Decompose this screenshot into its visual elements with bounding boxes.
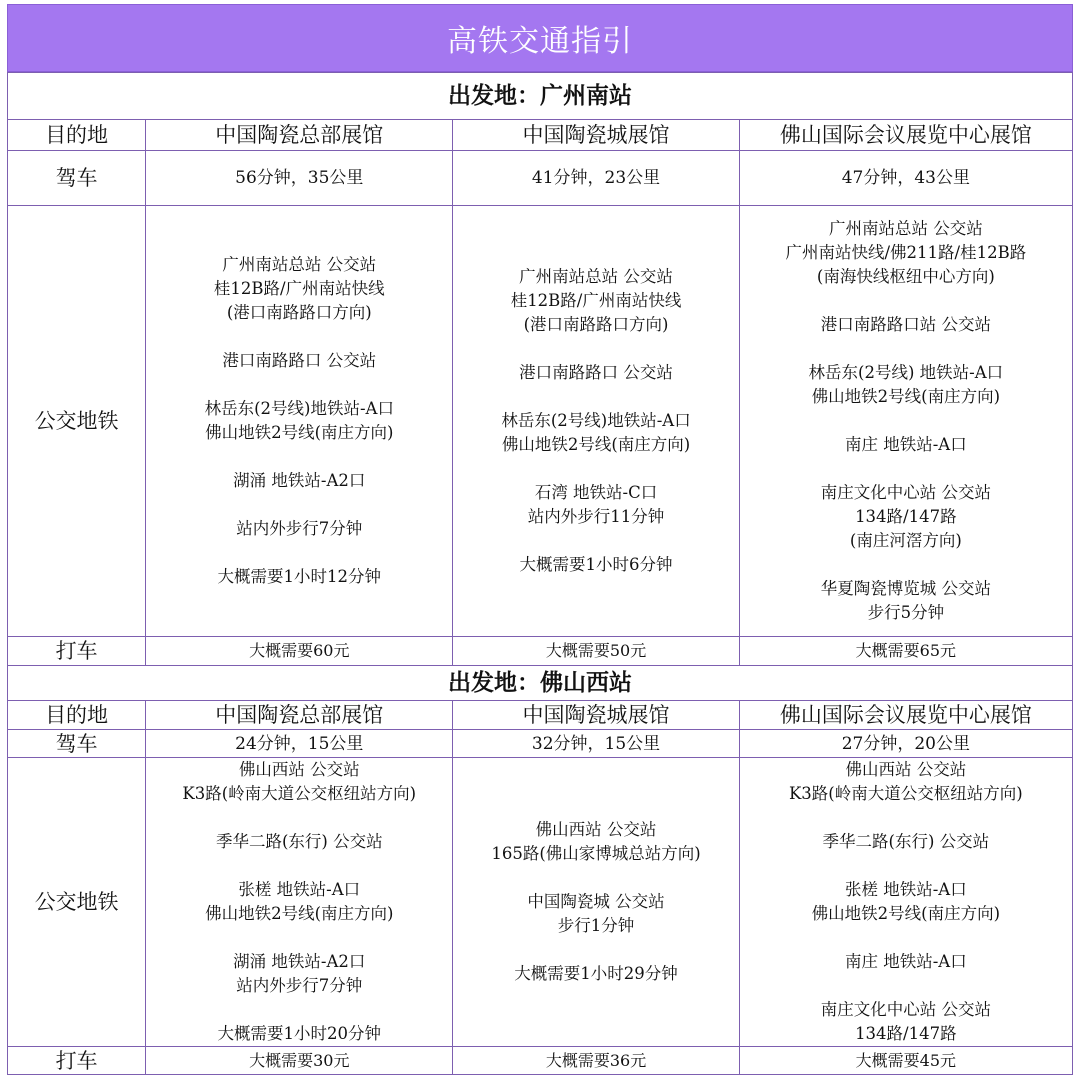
- transit-step: (南庄河滘方向): [849, 531, 962, 550]
- transit-step: 林岳东(2号线)地铁站-A口: [204, 399, 394, 418]
- step-gap: [453, 385, 738, 409]
- origin-row: [8, 666, 1073, 701]
- transit-step: 林岳东(2号线)地铁站-A口: [501, 411, 691, 430]
- transit-step: 湖涌 地铁站-A2口: [233, 952, 366, 971]
- header-venue-1: 中国陶瓷总部展馆: [146, 701, 453, 730]
- taxi-row: [8, 637, 1073, 666]
- transit-step: K3路(岭南大道公交枢纽站方向): [788, 784, 1023, 803]
- transit-cell: [146, 206, 453, 637]
- transit-step: 站内外步行11分钟: [527, 507, 665, 526]
- transit-step: 佛山地铁2号线(南庄方向): [811, 904, 1001, 923]
- transit-step: 步行1分钟: [557, 916, 635, 935]
- step-gap: [146, 373, 452, 397]
- transit-label: 公交地铁: [8, 758, 146, 1047]
- step-gap: [453, 866, 738, 890]
- transit-step: 季华二路(东行) 公交站: [822, 832, 990, 851]
- transit-guide: [7, 4, 1073, 1075]
- transit-step: 佛山西站 公交站: [238, 760, 360, 779]
- header-venue-3: 佛山国际会议展览中心展馆: [739, 120, 1072, 151]
- transit-step: 桂12B路/广州南站快线: [510, 291, 682, 310]
- header-venue-3: 佛山国际会议展览中心展馆: [739, 701, 1072, 730]
- transit-step: 广州南站快线/佛211路/桂12B路: [785, 243, 1027, 262]
- transit-step: 大概需要1小时12分钟: [217, 567, 382, 586]
- taxi-label: 打车: [8, 1047, 146, 1075]
- step-gap: [740, 337, 1072, 361]
- transit-cell: [146, 758, 453, 1047]
- transit-step: (南海快线枢纽中心方向): [816, 267, 995, 286]
- step-gap: [453, 938, 738, 962]
- transit-step: 134路/147路: [855, 507, 957, 526]
- transit-step: 林岳东(2号线) 地铁站-A口: [808, 363, 1004, 382]
- transit-step: 桂12B路/广州南站快线: [213, 279, 385, 298]
- transit-step: 南庄文化中心站 公交站: [820, 1000, 991, 1019]
- taxi-cell: 大概需要36元: [453, 1047, 739, 1075]
- step-gap: [740, 409, 1072, 433]
- taxi-cell: 大概需要50元: [453, 637, 739, 666]
- step-gap: [740, 553, 1072, 577]
- transit-step: 大概需要1小时29分钟: [514, 964, 678, 983]
- header-row: [8, 120, 1073, 151]
- header-venue-2: 中国陶瓷城展馆: [453, 120, 739, 151]
- transit-row: [8, 206, 1073, 637]
- guide-table: [7, 72, 1073, 1075]
- transit-step: 张槎 地铁站-A口: [238, 880, 361, 899]
- taxi-cell: 大概需要60元: [146, 637, 453, 666]
- transit-step: 广州南站总站 公交站: [222, 255, 377, 274]
- transit-step: 站内外步行7分钟: [236, 976, 363, 995]
- transit-row: [8, 758, 1073, 1047]
- step-gap: [146, 541, 452, 565]
- step-gap: [146, 325, 452, 349]
- drive-row: [8, 730, 1073, 758]
- step-gap: [740, 457, 1072, 481]
- taxi-cell: 大概需要30元: [146, 1047, 453, 1075]
- origin-label: 出发地：佛山西站: [8, 666, 1073, 701]
- step-gap: [453, 457, 738, 481]
- transit-step: 站内外步行7分钟: [236, 519, 363, 538]
- step-gap: [740, 854, 1072, 878]
- transit-cell: [453, 758, 739, 1047]
- drive-cell: 56分钟，35公里: [146, 151, 453, 206]
- transit-step: (港口南路路口方向): [523, 315, 669, 334]
- transit-label: 公交地铁: [8, 206, 146, 637]
- step-gap: [740, 926, 1072, 950]
- step-gap: [453, 337, 738, 361]
- step-gap: [740, 289, 1072, 313]
- transit-step: 港口南路路口 公交站: [222, 351, 377, 370]
- transit-step: (港口南路路口方向): [226, 303, 372, 322]
- transit-cell: [739, 758, 1072, 1047]
- transit-step: 张槎 地铁站-A口: [844, 880, 967, 899]
- drive-cell: 47分钟，43公里: [739, 151, 1072, 206]
- taxi-cell: 大概需要45元: [739, 1047, 1072, 1075]
- drive-cell: 41分钟，23公里: [453, 151, 739, 206]
- transit-step: 大概需要1小时20分钟: [217, 1024, 382, 1043]
- taxi-label: 打车: [8, 637, 146, 666]
- transit-step: 石湾 地铁站-C口: [534, 483, 658, 502]
- transit-step: 广州南站总站 公交站: [519, 267, 673, 286]
- step-gap: [146, 445, 452, 469]
- transit-cell: [739, 206, 1072, 637]
- transit-step: 步行5分钟: [867, 603, 945, 622]
- step-gap: [146, 998, 452, 1022]
- drive-label: 驾车: [8, 151, 146, 206]
- transit-step: 季华二路(东行) 公交站: [215, 832, 383, 851]
- drive-cell: 27分钟，20公里: [739, 730, 1072, 758]
- header-venue-1: 中国陶瓷总部展馆: [146, 120, 453, 151]
- transit-step: 中国陶瓷城 公交站: [527, 892, 665, 911]
- step-gap: [146, 854, 452, 878]
- transit-step: 佛山地铁2号线(南庄方向): [205, 423, 394, 442]
- step-gap: [453, 529, 738, 553]
- transit-step: 华夏陶瓷博览城 公交站: [820, 579, 991, 598]
- transit-step: 佛山地铁2号线(南庄方向): [205, 904, 394, 923]
- transit-step: 佛山地铁2号线(南庄方向): [501, 435, 691, 454]
- transit-step: 港口南路路口 公交站: [519, 363, 673, 382]
- transit-step: 165路(佛山家博城总站方向): [491, 844, 701, 863]
- transit-step: 佛山地铁2号线(南庄方向): [811, 387, 1001, 406]
- drive-row: [8, 151, 1073, 206]
- header-destination: 目的地: [8, 701, 146, 730]
- step-gap: [146, 493, 452, 517]
- transit-step: 大概需要1小时6分钟: [519, 555, 673, 574]
- step-gap: [740, 806, 1072, 830]
- transit-step: 南庄 地铁站-A口: [844, 952, 967, 971]
- drive-cell: 32分钟，15公里: [453, 730, 739, 758]
- transit-step: 佛山西站 公交站: [535, 820, 657, 839]
- transit-step: K3路(岭南大道公交枢纽站方向): [182, 784, 417, 803]
- drive-cell: 24分钟，15公里: [146, 730, 453, 758]
- transit-step: 湖涌 地铁站-A2口: [233, 471, 366, 490]
- transit-step: 南庄文化中心站 公交站: [820, 483, 991, 502]
- origin-row: [8, 73, 1073, 120]
- page-title: 高铁交通指引: [7, 4, 1073, 72]
- transit-step: 佛山西站 公交站: [845, 760, 967, 779]
- transit-step: 134路/147路: [855, 1024, 957, 1043]
- origin-label: 出发地：广州南站: [8, 73, 1073, 120]
- step-gap: [740, 974, 1072, 998]
- header-row: [8, 701, 1073, 730]
- taxi-cell: 大概需要65元: [739, 637, 1072, 666]
- drive-label: 驾车: [8, 730, 146, 758]
- step-gap: [146, 926, 452, 950]
- transit-cell: [453, 206, 739, 637]
- header-venue-2: 中国陶瓷城展馆: [453, 701, 739, 730]
- transit-step: 港口南路路口站 公交站: [820, 315, 991, 334]
- transit-step: 广州南站总站 公交站: [828, 219, 983, 238]
- header-destination: 目的地: [8, 120, 146, 151]
- step-gap: [146, 806, 452, 830]
- taxi-row: [8, 1047, 1073, 1075]
- transit-step: 南庄 地铁站-A口: [844, 435, 967, 454]
